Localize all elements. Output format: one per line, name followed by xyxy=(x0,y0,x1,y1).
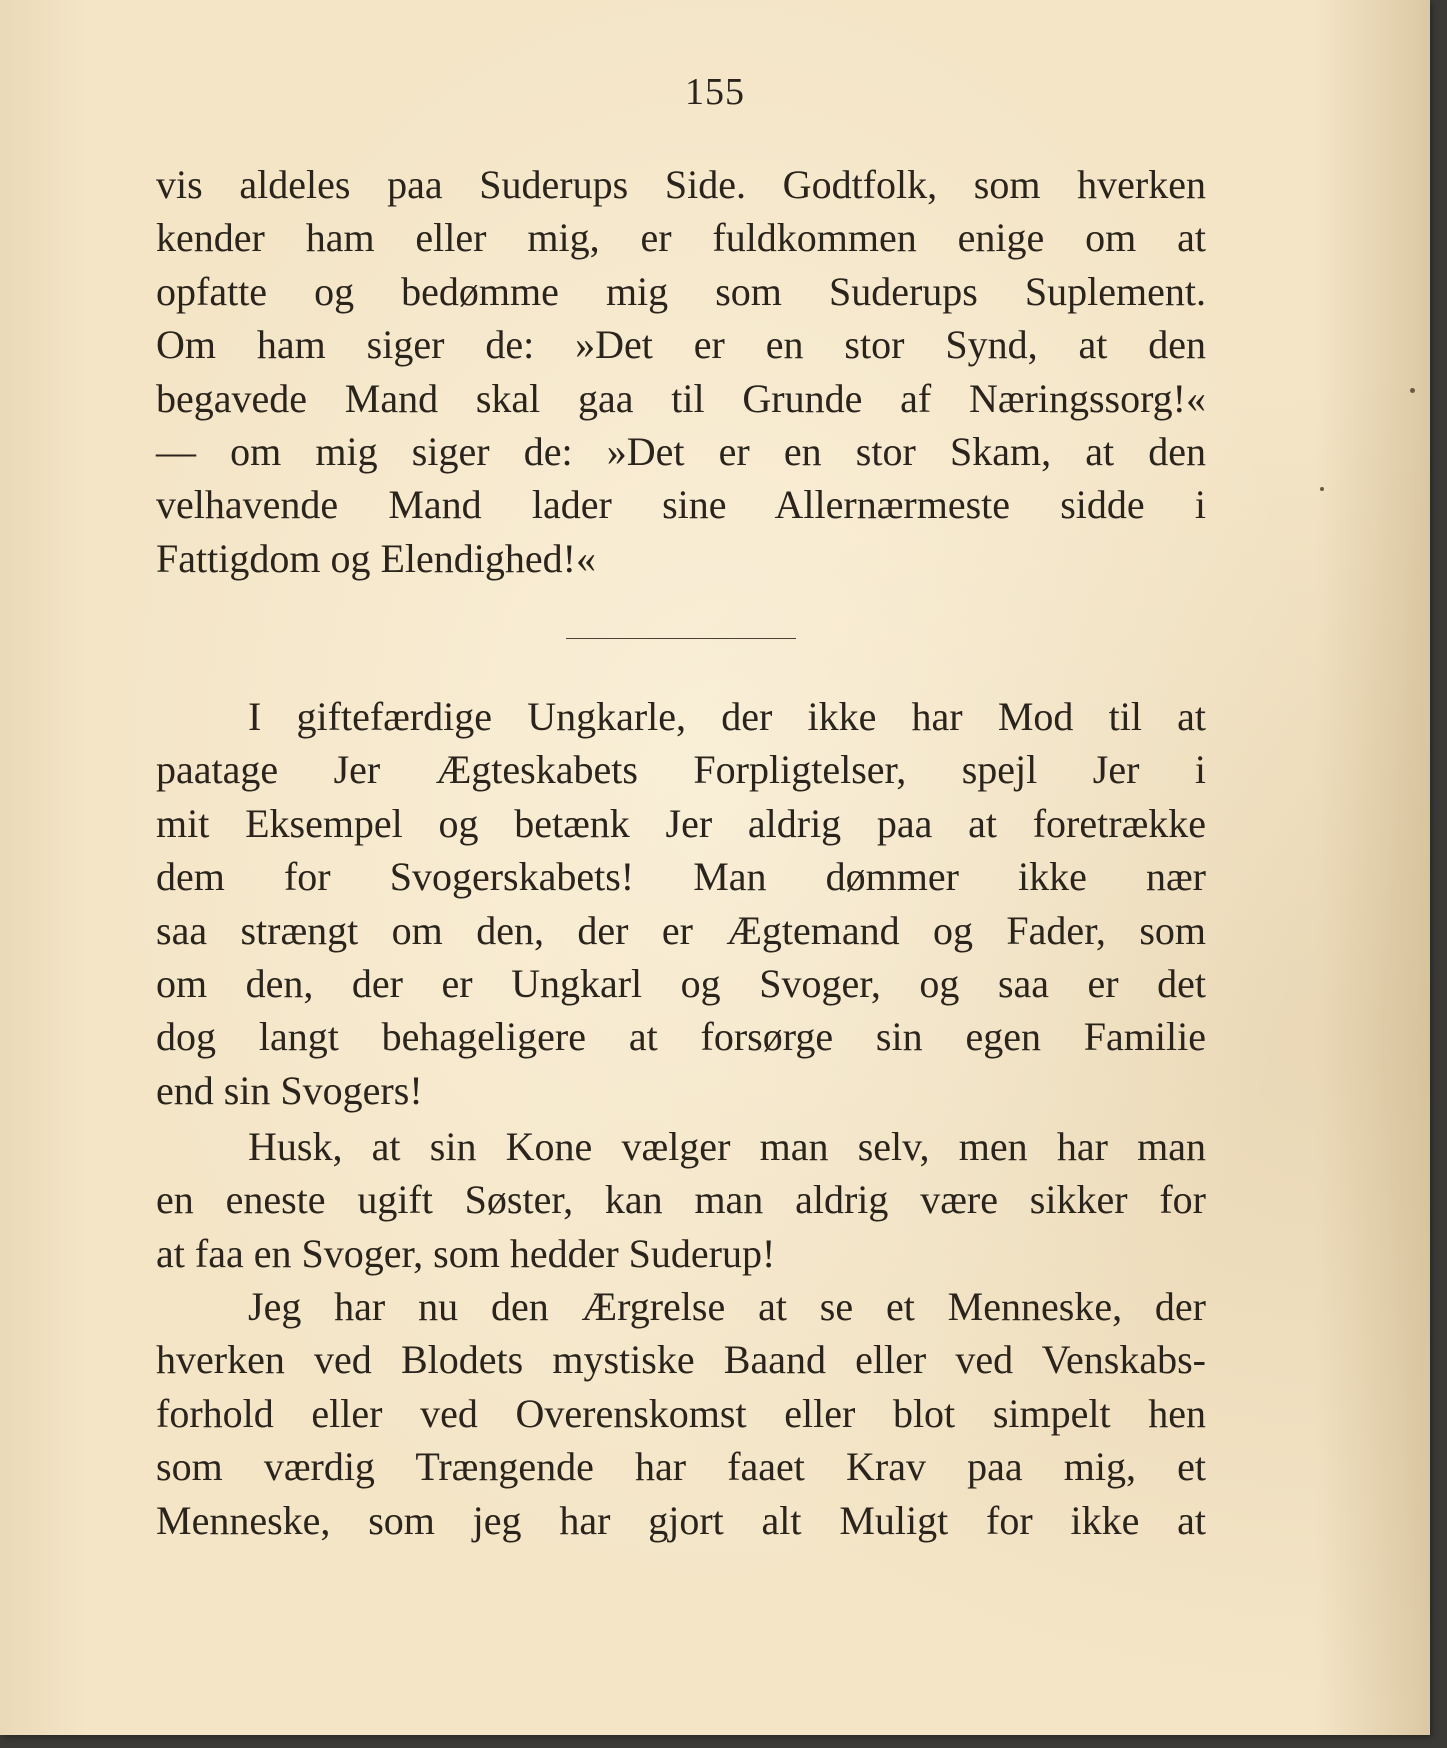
text-line: Jeg har nu den Ærgrelse at se et Menneske, der xyxy=(248,1284,1206,1329)
paragraph-3 xyxy=(156,1120,1206,1280)
text-line: paatage Jer Ægteskabets Forpligtelser, spejl Jer i xyxy=(156,747,1206,793)
text-line: Fattigdom og Elendighed!« xyxy=(156,535,596,581)
text-line: saa strængt om den, der er Ægtemand og Fader, som xyxy=(156,907,1206,953)
text-line: — om mig siger de: »Det er en stor Skam, at den xyxy=(156,429,1206,475)
text-line: kender ham eller mig, er fuldkommen enige om at xyxy=(156,215,1206,261)
paper-speck xyxy=(1410,388,1415,393)
text-line: hverken ved Blodets mystiske Baand eller ved Venskabs- xyxy=(156,1337,1206,1383)
text-line: Husk, at sin Kone vælger man selv, men har man xyxy=(248,1124,1206,1169)
text-line: Menneske, som jeg har gjort alt Muligt for ikke at xyxy=(156,1497,1206,1543)
text-line: vis aldeles paa Suderups Side. Godtfolk, som hverken xyxy=(156,162,1206,207)
page-number: 155 xyxy=(685,71,745,113)
text-line: velhavende Mand lader sine Allernærmeste sidde i xyxy=(156,482,1206,528)
text-line: dog langt behageligere at forsørge sin egen Familie xyxy=(156,1014,1206,1060)
text-line: om den, der er Ungkarl og Svoger, og saa er det xyxy=(156,961,1206,1007)
text-line: opfatte og bedømme mig som Suderups Suplement. xyxy=(156,268,1206,314)
text-line: end sin Svogers! xyxy=(156,1067,423,1113)
text-line: dem for Svogerskabets! Man dømmer ikke nær xyxy=(156,854,1206,900)
text-line: forhold eller ved Overenskomst eller blot simpelt hen xyxy=(156,1390,1206,1436)
section-divider xyxy=(566,638,796,639)
text-line: begavede Mand skal gaa til Grunde af Næringssorg!« xyxy=(156,375,1206,421)
paragraph-1 xyxy=(156,158,1206,585)
text-line: at faa en Svoger, som hedder Suderup! xyxy=(156,1230,776,1276)
text-line: som værdig Trængende har faaet Krav paa mig, et xyxy=(156,1444,1206,1490)
text-line: mit Eksempel og betænk Jer aldrig paa at foretrække xyxy=(156,800,1206,846)
text-line: Om ham siger de: »Det er en stor Synd, at den xyxy=(156,322,1206,368)
text-line: I giftefærdige Ungkarle, der ikke har Mod til at xyxy=(248,694,1206,739)
text-line: en eneste ugift Søster, kan man aldrig være sikker for xyxy=(156,1177,1206,1223)
paragraph-4 xyxy=(156,1280,1206,1547)
paragraph-2 xyxy=(156,690,1206,1117)
paper-speck xyxy=(1320,487,1324,491)
